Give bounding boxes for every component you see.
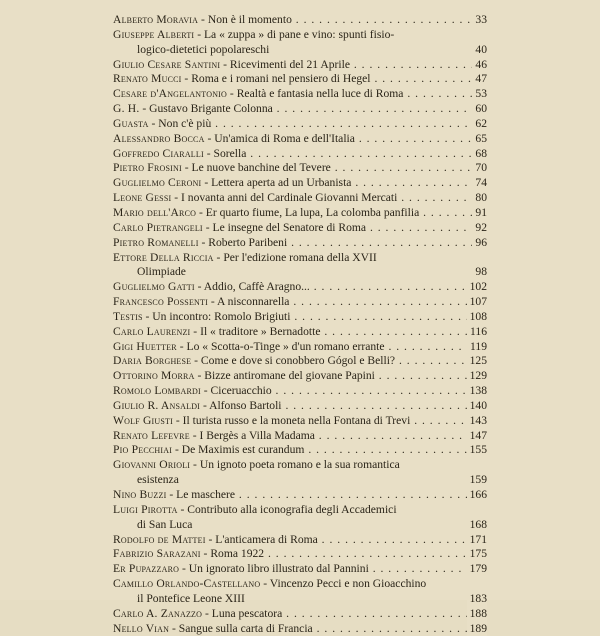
- toc-entry: [113, 72, 487, 87]
- toc-entry-text: [113, 547, 487, 562]
- toc-separator: -: [179, 562, 189, 576]
- toc-page-number: 147: [467, 429, 487, 444]
- toc-author: Renato Lefevre: [113, 428, 190, 442]
- toc-page-number: 47: [472, 72, 487, 87]
- toc-page-number: 138: [467, 384, 487, 399]
- toc-entry-text: [113, 325, 487, 340]
- toc-page-number: 125: [467, 354, 487, 369]
- toc-entry-text: [113, 414, 487, 429]
- toc-separator: -: [189, 428, 200, 442]
- toc-author: Ottorino Morra: [113, 369, 195, 383]
- toc-author: Giulio R. Ansaldi: [113, 398, 201, 412]
- toc-author: Giuseppe Alberti: [113, 27, 195, 41]
- toc-entry: [113, 117, 487, 132]
- toc-title: Vincenzo Pecci e non Gioacchino: [269, 577, 427, 591]
- toc-page-number: 74: [472, 176, 487, 191]
- toc-title: Non è il momento: [207, 13, 292, 26]
- toc-author: Ettore Della Riccia: [113, 250, 214, 264]
- toc-entry-text: [113, 488, 487, 503]
- toc-entry-text: [113, 280, 487, 295]
- toc-entry: [113, 429, 487, 444]
- toc-entry: [113, 58, 487, 73]
- toc-author: Gigi Huetter: [113, 339, 177, 353]
- toc-author: Er Pupazzaro: [113, 562, 180, 576]
- toc-title: Un ignoto poeta romano e la sua romantica: [199, 458, 400, 472]
- toc-author: G. H.: [113, 102, 140, 116]
- toc-title: Il turista russo e la moneta nella Fontana di Trevi: [182, 413, 411, 427]
- toc-entry-text: [113, 577, 487, 607]
- toc-title-continuation: logico-dietetici popolareschi: [137, 42, 270, 56]
- toc-entry-text: [113, 221, 487, 236]
- toc-author: Carlo Laurenzi: [113, 324, 191, 338]
- toc-separator: -: [181, 72, 192, 86]
- toc-entry-text: [113, 622, 487, 636]
- toc-entry: [113, 280, 487, 295]
- toc-entry-text: [113, 87, 487, 102]
- toc-separator: -: [139, 102, 150, 116]
- toc-title-continuation: il Pontefice Leone XIII: [137, 591, 245, 605]
- toc-entry-text: [113, 533, 487, 548]
- toc-separator: -: [169, 621, 179, 635]
- toc-separator: -: [220, 57, 230, 71]
- toc-entry-text: [113, 384, 487, 399]
- toc-title: Sorella: [213, 146, 247, 160]
- table-of-contents: [113, 13, 487, 636]
- toc-title: Contributo alla iconografia degli Accademici: [187, 502, 397, 516]
- toc-separator: -: [200, 547, 211, 561]
- toc-title: Addio, Caffè Aragno...: [203, 280, 310, 294]
- toc-entry-text: [113, 13, 487, 28]
- toc-page-number: 33: [472, 13, 487, 28]
- toc-entry-text: [113, 354, 487, 369]
- toc-title: Il « traditore » Bernadotte: [200, 324, 321, 338]
- toc-page-number: 62: [472, 117, 487, 132]
- toc-author: Carlo A. Zanazzo: [113, 606, 203, 620]
- toc-entry-text: [113, 251, 487, 281]
- toc-title: I novanta anni del Cardinale Giovanni Mercati: [181, 191, 398, 205]
- toc-entry: [113, 354, 487, 369]
- toc-page-number: 98: [472, 265, 487, 280]
- toc-separator: -: [202, 606, 212, 620]
- toc-page-number: 65: [472, 132, 487, 147]
- toc-entry-text: [113, 191, 487, 206]
- toc-title: Roma e i romani nel pensiero di Hegel: [191, 72, 371, 86]
- toc-entry: [113, 87, 487, 102]
- toc-author: Wolf Giusti: [113, 413, 173, 427]
- toc-entry-text: [113, 132, 487, 147]
- toc-separator: -: [166, 488, 177, 501]
- toc-entry: [113, 325, 487, 340]
- toc-entry: [113, 340, 487, 355]
- toc-entry-text: [113, 58, 487, 73]
- toc-separator: -: [203, 146, 214, 160]
- toc-title: Realtà e fantasia nella luce di Roma: [236, 87, 404, 101]
- toc-entry-text: [113, 206, 487, 221]
- toc-author: Francesco Possenti: [113, 295, 208, 309]
- toc-entry: [113, 236, 487, 251]
- toc-entry: [113, 503, 487, 533]
- toc-entry-text: [113, 236, 487, 251]
- toc-page-number: 96: [472, 236, 487, 251]
- toc-page-number: 46: [472, 58, 487, 73]
- toc-page-number: 168: [467, 518, 487, 533]
- toc-title: La « zuppa » di pane e vino: spunti fisio-: [203, 27, 395, 41]
- toc-title: Roma 1922: [210, 547, 265, 561]
- toc-separator: -: [172, 443, 182, 457]
- toc-author: Mario dell'Arco: [113, 205, 197, 219]
- toc-author: Testis: [113, 309, 143, 323]
- toc-entry-text: [113, 562, 487, 577]
- toc-page-number: 183: [467, 592, 487, 607]
- toc-title: Un'amica di Roma e dell'Italia: [214, 131, 355, 145]
- toc-title: Sangue sulla carta di Francia: [178, 621, 313, 635]
- toc-title: Er quarto fiume, La lupa, La colomba panfilia: [205, 205, 420, 219]
- toc-author: Luigi Pirotta: [113, 502, 178, 516]
- toc-author: Romolo Lombardi: [113, 384, 201, 398]
- toc-entry: [113, 206, 487, 221]
- toc-author: Leone Gessi: [113, 191, 172, 205]
- toc-entry: [113, 607, 487, 622]
- toc-title: Come e dove si conobbero Gógol e Belli?: [200, 354, 396, 368]
- toc-title-continuation: di San Luca: [137, 517, 193, 531]
- toc-page-number: 116: [467, 325, 487, 340]
- toc-author: Guglielmo Ceroni: [113, 176, 202, 190]
- toc-entry-text: [113, 607, 487, 622]
- toc-entry: [113, 414, 487, 429]
- toc-entry: [113, 132, 487, 147]
- toc-entry: [113, 384, 487, 399]
- toc-title: Un ignorato libro illustrato dal Pannini: [188, 562, 369, 576]
- toc-separator: -: [260, 577, 270, 591]
- toc-page-number: 175: [467, 547, 487, 562]
- toc-entry: [113, 147, 487, 162]
- toc-page-number: 179: [467, 562, 487, 577]
- toc-author: Cesare d'Angelantonio: [113, 87, 228, 101]
- toc-page-number: 53: [472, 87, 487, 102]
- toc-entry-text: [113, 72, 487, 87]
- toc-entry-text: [113, 458, 487, 488]
- toc-entry-text: [113, 147, 487, 162]
- toc-entry-text: [113, 369, 487, 384]
- toc-author: Camillo Orlando-Castellano: [113, 577, 261, 591]
- toc-separator: -: [194, 280, 204, 294]
- toc-separator: -: [205, 532, 216, 546]
- toc-title: Per l'edizione romana della XVII: [223, 250, 377, 264]
- toc-author: Giovanni Orioli: [113, 458, 191, 472]
- toc-page-number: 129: [467, 369, 487, 384]
- toc-separator: -: [194, 27, 204, 41]
- toc-separator: -: [201, 176, 212, 190]
- toc-author: Pio Pecchiai: [113, 443, 173, 457]
- toc-author: Rodolfo de Mattei: [113, 532, 206, 546]
- toc-title: Alfonso Bartoli: [209, 398, 282, 412]
- toc-author: Pietro Romanelli: [113, 235, 199, 249]
- toc-title: Lo « Scotta-o-Tinge » d'un romano errante: [186, 339, 385, 353]
- toc-entry: [113, 13, 487, 28]
- toc-entry-text: [113, 295, 487, 310]
- toc-entry: [113, 622, 487, 636]
- toc-entry-text: [113, 176, 487, 191]
- toc-author: Alessandro Bocca: [113, 131, 205, 145]
- toc-entry: [113, 310, 487, 325]
- toc-page-number: 189: [467, 622, 487, 636]
- toc-page-number: 91: [472, 206, 487, 221]
- toc-entry-text: [113, 443, 487, 458]
- toc-separator: -: [142, 309, 153, 323]
- toc-separator: -: [198, 235, 209, 249]
- toc-page-number: 40: [472, 43, 487, 58]
- toc-title: Luna pescatora: [211, 606, 283, 620]
- toc-entry-text: [113, 503, 487, 533]
- toc-entry: [113, 488, 487, 503]
- toc-separator: -: [171, 191, 182, 205]
- toc-title: Lettera aperta ad un Urbanista: [211, 176, 352, 190]
- toc-separator: -: [207, 295, 217, 309]
- toc-separator: -: [148, 116, 159, 130]
- toc-separator: -: [194, 369, 205, 383]
- toc-separator: -: [196, 205, 206, 219]
- toc-entry: [113, 28, 487, 58]
- toc-entry: [113, 161, 487, 176]
- toc-entry-text: [113, 102, 487, 117]
- toc-title-continuation: Olimpiade: [137, 265, 186, 279]
- toc-title-continuation: esistenza: [137, 473, 179, 487]
- toc-entry-text: [113, 429, 487, 444]
- toc-separator: -: [200, 384, 211, 398]
- toc-title: Roberto Paribeni: [208, 235, 288, 249]
- toc-author: Guasta: [113, 116, 149, 130]
- toc-page-number: 102: [467, 280, 487, 295]
- toc-page-number: 108: [467, 310, 487, 325]
- toc-page-number: 171: [467, 533, 487, 548]
- toc-title: Non c'è più: [158, 116, 212, 130]
- toc-title: I Bergès a Villa Madama: [199, 428, 315, 442]
- toc-entry-text: [113, 161, 487, 176]
- toc-title: Un incontro: Romolo Brigiuti: [152, 309, 291, 323]
- toc-author: Daria Borghese: [113, 354, 192, 368]
- toc-entry: [113, 443, 487, 458]
- toc-entry-text: [113, 399, 487, 414]
- toc-page-number: 92: [472, 221, 487, 236]
- toc-author: Guglielmo Gatti: [113, 280, 195, 294]
- toc-entry: [113, 577, 487, 607]
- toc-separator: -: [177, 502, 188, 516]
- toc-author: Nino Buzzi: [113, 488, 167, 501]
- toc-author: Pietro Frosini: [113, 161, 182, 175]
- toc-page-number: 60: [472, 102, 487, 117]
- toc-title: A nisconnarella: [217, 295, 290, 309]
- toc-entry: [113, 399, 487, 414]
- toc-author: Nello Vian: [113, 621, 170, 635]
- toc-separator: -: [190, 458, 200, 472]
- toc-page-number: 80: [472, 191, 487, 206]
- toc-separator: -: [202, 220, 213, 234]
- toc-page-number: 159: [467, 473, 487, 488]
- toc-entry: [113, 221, 487, 236]
- toc-entry: [113, 102, 487, 117]
- toc-title: Bizze antiromane del giovane Papini: [204, 369, 375, 383]
- toc-author: Goffredo Ciaralli: [113, 146, 204, 160]
- toc-entry: [113, 369, 487, 384]
- toc-title: Le insegne del Senatore di Roma: [212, 220, 367, 234]
- toc-separator: -: [172, 413, 183, 427]
- toc-entry: [113, 562, 487, 577]
- toc-entry: [113, 295, 487, 310]
- toc-separator: -: [181, 161, 192, 175]
- toc-separator: -: [204, 131, 215, 145]
- toc-author: Renato Mucci: [113, 72, 182, 86]
- toc-title: De Maximis est curandum: [181, 443, 305, 457]
- toc-page-number: 107: [467, 295, 487, 310]
- toc-separator: -: [176, 339, 187, 353]
- toc-separator: -: [227, 87, 237, 101]
- toc-title: Le maschere: [176, 488, 236, 501]
- toc-title: L'anticamera di Roma: [215, 532, 318, 546]
- toc-entry-text: [113, 28, 487, 58]
- toc-entry: [113, 251, 487, 281]
- toc-entry: [113, 191, 487, 206]
- toc-entry: [113, 547, 487, 562]
- toc-page-number: 140: [467, 399, 487, 414]
- toc-page-number: 143: [467, 414, 487, 429]
- toc-page-number: 166: [467, 488, 487, 503]
- toc-entry: [113, 533, 487, 548]
- toc-page-number: 188: [467, 607, 487, 622]
- toc-author: Carlo Pietrangeli: [113, 220, 203, 234]
- toc-separator: -: [198, 13, 208, 26]
- toc-entry-text: [113, 340, 487, 355]
- toc-page-number: 70: [472, 161, 487, 176]
- toc-title: Ciceruacchio: [210, 384, 272, 398]
- toc-page-number: 155: [467, 443, 487, 458]
- toc-author: Giulio Cesare Santini: [113, 57, 221, 71]
- toc-entry-text: [113, 117, 487, 132]
- toc-separator: -: [191, 354, 201, 368]
- toc-separator: -: [200, 398, 210, 412]
- toc-author: Fabrizio Sarazani: [113, 547, 201, 561]
- toc-entry-text: [113, 310, 487, 325]
- toc-entry: [113, 176, 487, 191]
- toc-author: Alberto Moravia: [113, 13, 199, 26]
- toc-page-number: 119: [467, 340, 487, 355]
- toc-separator: -: [213, 250, 224, 264]
- toc-page-number: 68: [472, 147, 487, 162]
- toc-title: Le nuove banchine del Tevere: [191, 161, 331, 175]
- toc-title: Gustavo Brigante Colonna: [149, 102, 273, 116]
- toc-entry: [113, 458, 487, 488]
- toc-separator: -: [190, 324, 201, 338]
- toc-title: Ricevimenti del 21 Aprile: [229, 57, 350, 71]
